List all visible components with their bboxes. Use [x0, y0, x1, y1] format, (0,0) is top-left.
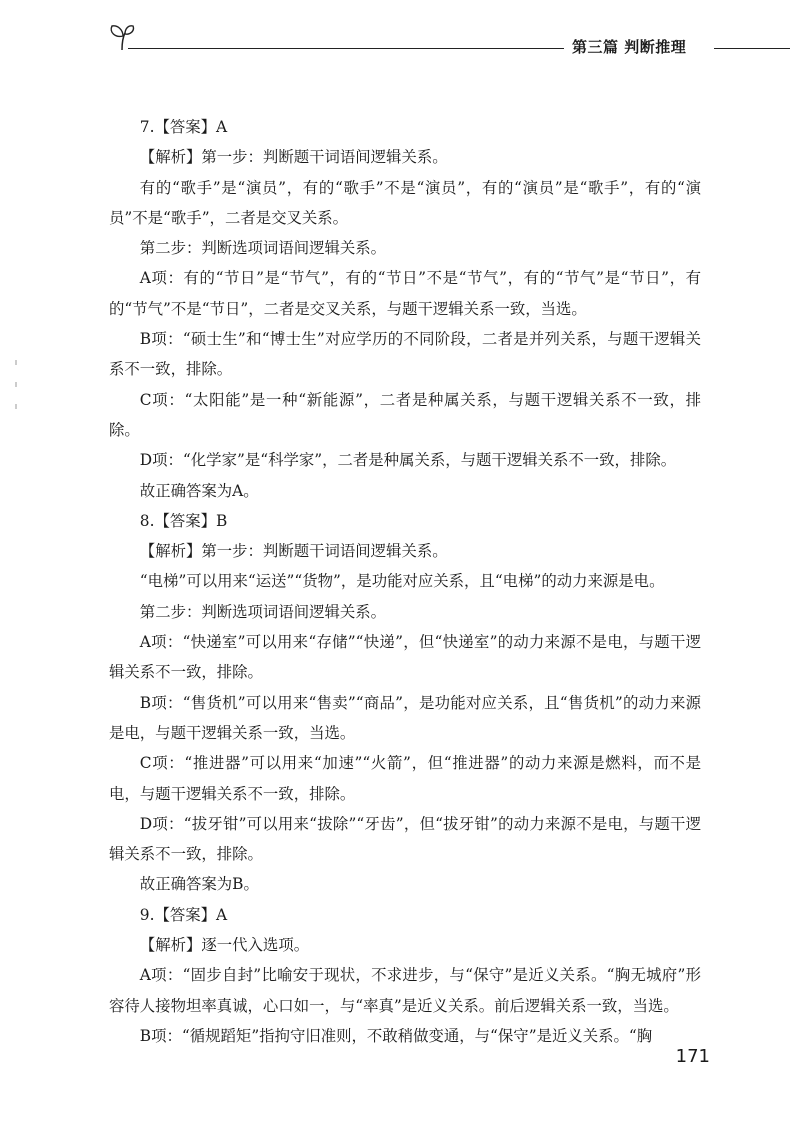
paragraph: A项：“快递室”可以用来“存储”“快递”，但“快递室”的动力来源不是电，与题干逻辑关系不一致，排除。 [109, 633, 701, 682]
paragraph: 故正确答案为B。 [139, 875, 259, 894]
paragraph: 第二步：判断选项词语间逻辑关系。 [139, 239, 387, 258]
paragraph: 7.【答案】A [139, 118, 228, 136]
paragraph: 【解析】第一步：判断题干词语间逻辑关系。 [139, 148, 448, 167]
paragraph: D项：“化学家”是“科学家”，二者是种属关系，与题干逻辑关系不一致，排除。 [139, 451, 677, 470]
section-title: 第三篇 判断推理 [572, 38, 687, 56]
paragraph: “电梯”可以用来“运送”“货物”，是功能对应关系，且“电梯”的动力来源是电。 [139, 572, 665, 591]
paragraph: C项：“推进器”可以用来“加速”“火箭”，但“推进器”的动力来源是燃料，而不是电，与题干逻辑关系不一致，排除。 [109, 754, 701, 803]
paragraph: 【解析】逐一代入选项。 [139, 936, 310, 955]
paragraph: D项：“拔牙钳”可以用来“拔除”“牙齿”，但“拔牙钳”的动力来源不是电，与题干逻辑关系不一致，排除。 [109, 814, 701, 864]
paragraph: 【解析】第一步：判断题干词语间逻辑关系。 [139, 542, 448, 561]
header-rule-left [128, 48, 564, 49]
paragraph: B项：“硕士生”和“博士生”对应学历的不同阶段，二者是并列关系，与题干逻辑关系不一致，排除。 [109, 330, 701, 379]
answer-explanations [109, 112, 701, 1051]
paragraph: 9.【答案】A [139, 905, 228, 924]
page-number: 171 [675, 1046, 710, 1067]
paragraph: C项：“太阳能”是一种“新能源”，二者是种属关系，与题干逻辑关系不一致，排除。 [109, 390, 701, 439]
paragraph: 8.【答案】B [139, 511, 228, 530]
paragraph: 有的“歌手”是“演员”，有的“歌手”不是“演员”，有的“演员”是“歌手”，有的“演员”不是“歌手”，二者是交叉关系。 [109, 178, 701, 227]
paragraph: A项：有的“节日”是“节气”，有的“节日”不是“节气”，有的“节气”是“节日”，有的“节气”不是“节日”，二者是交叉关系，与题干逻辑关系一致，当选。 [109, 269, 701, 318]
page-header [0, 22, 800, 72]
paragraph: 第二步：判断选项词语间逻辑关系。 [139, 602, 387, 621]
paragraph: 故正确答案为A。 [139, 481, 259, 500]
scan-edge-marks [10, 360, 22, 420]
paragraph: B项：“循规蹈矩”指拘守旧准则，不敢稍做变通，与“保守”是近义关系。“胸 [139, 1026, 653, 1045]
paragraph: A项：“固步自封”比喻安于现状，不求进步，与“保守”是近义关系。“胸无城府”形容待人接物坦率真诚，心口如一，与“率真”是近义关系。前后逻辑关系一致，当选。 [109, 966, 701, 1015]
header-rule-right [714, 48, 790, 49]
paragraph: B项：“售货机”可以用来“售卖”“商品”，是功能对应关系，且“售货机”的动力来源是电，与题干逻辑关系一致，当选。 [109, 693, 701, 742]
